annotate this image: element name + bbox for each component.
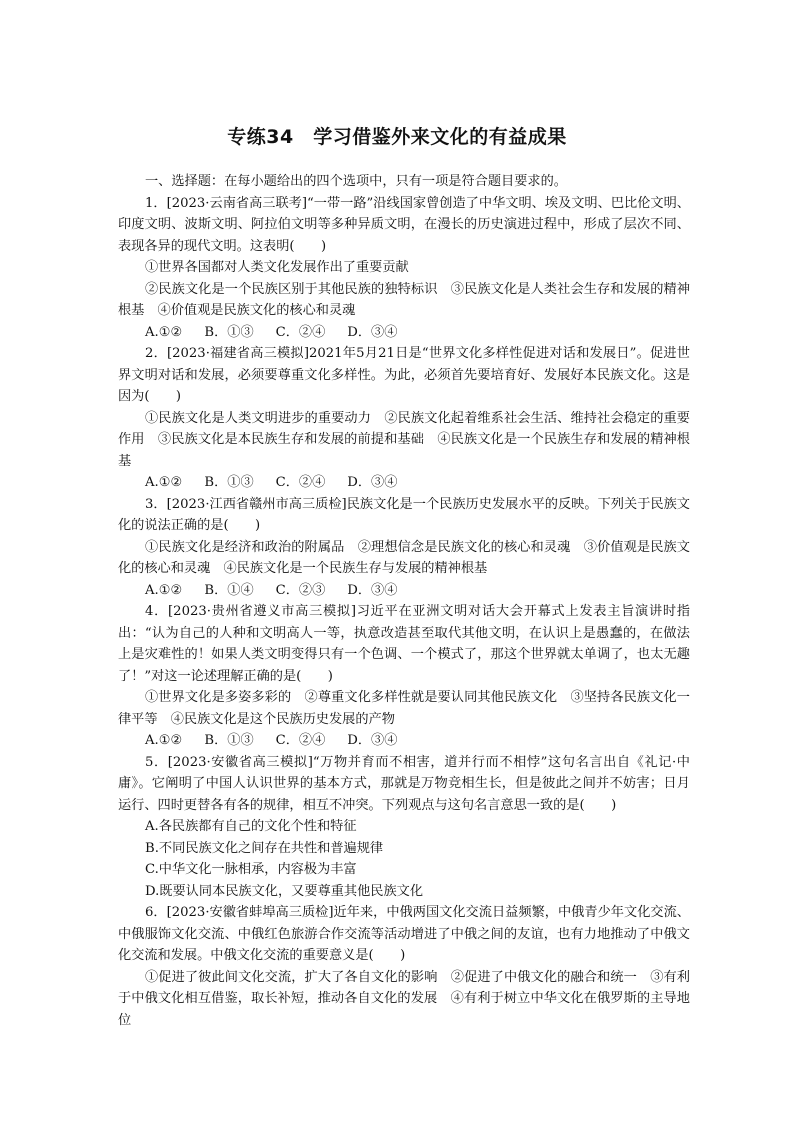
answer-options [118,472,690,494]
question-stem: 1．[2023·云南省高三联考]“一带一路”沿线国家曾创造了中华文明、埃及文明、巴比伦文明、印度文明、波斯文明、阿拉伯文明等多种异质文明，在漫长的历史演进过程中，形成了层次不同、表现各异的现代文明。这表明( ) [118,195,690,254]
choice-d[interactable]: D.既要认同本民族文化，又要尊重其他民族文化 [145,883,424,899]
option-c[interactable]: C．②④ [275,733,326,748]
question-statement: ①世界各国都对人类文化发展作出了重要贡献 [145,260,409,275]
question-stem: 4．[2023·贵州省遵义市高三模拟]习近平在亚洲文明对话大会开幕式上发表主旨演讲时指出：“认为自己的人种和文明高人一等，执意改造甚至取代其他文明，在认识上是愚蠢的，在做法上是灾难性的！如果人类文明变得只有一个色调、一个模式了，那这个世界就太单调了，也太无趣了！”对这一论述理解正确的是( ) [118,604,690,684]
choice-b[interactable]: B.不同民族文化之间存在共性和普遍规律 [145,840,384,856]
answer-options [118,322,690,344]
option-b[interactable]: B．①③ [204,475,254,490]
section-heading: 一、选择题：在每小题给出的四个选项中，只有一项是符合题目要求的。 [145,174,567,189]
option-a[interactable]: A.①② [145,475,183,490]
option-d[interactable]: D．③④ [347,582,398,598]
answer-options [118,580,690,602]
choice-c[interactable]: C.中华文化一脉相承，内容极为丰富 [145,862,357,877]
question-statement: ②民族文化是一个民族区别于其他民族的独特标识 ③民族文化是人类社会生存和发展的精神根基 ④价值观是民族文化的核心和灵魂 [118,281,690,318]
question-stem: 5．[2023·安徽省高三模拟]“万物并育而不相害，道并行而不相悖”这句名言出自《礼记·中庸》。它阐明了中国人认识世界的基本方式，那就是万物竞相生长，但是彼此之间并不妨害；日月运行、四时更替各有各的规律，相互不冲突。下列观点与这句名言意思一致的是( ) [118,754,690,813]
option-a[interactable]: A.①② [145,582,183,598]
option-d[interactable]: D．③④ [347,475,398,490]
choice-a[interactable]: A.各民族都有自己的文化个性和特征 [145,819,357,834]
question-statement: ①民族文化是人类文明进步的重要动力 ②民族文化起着维系社会生活、维持社会稳定的重要作用 ③民族文化是本民族生存和发展的前提和基础 ④民族文化是一个民族生存和发展的精神根基 [118,410,690,469]
question-stem: 3．[2023·江西省赣州市高三质检]民族文化是一个民族历史发展水平的反映。下列关于民族文化的说法正确的是( ) [118,496,690,533]
option-b[interactable]: B．①④ [204,582,254,598]
option-c[interactable]: C．②③ [275,582,326,598]
page-title: 专练34 学习借鉴外来文化的有益成果 [227,126,567,148]
option-b[interactable]: B．①③ [204,324,254,340]
question-list [118,171,690,1031]
question-stem: 6．[2023·安徽省蚌埠高三质检]近年来，中俄两国文化交流日益频繁，中俄青少年文化交流、中俄服饰文化交流、中俄红色旅游合作交流等活动增进了中俄之间的友谊，也有力地推动了中俄文化交流和发展。中俄文化交流的重要意义是( ) [118,905,690,963]
question-stem: 2．[2023·福建省高三模拟]2021年5月21日是“世界文化多样性促进对话和发展日”。促进世界文明对话和发展，必须要尊重文化多样性。为此，必须首先要培育好、发展好本民族文化。这是因为( ) [118,346,690,404]
answer-options [118,730,690,752]
option-a[interactable]: A.①② [145,324,183,340]
option-c[interactable]: C．②④ [275,324,326,340]
option-a[interactable]: A.①② [145,733,183,748]
option-d[interactable]: D．③④ [347,324,398,340]
question-statement: ①民族文化是经济和政治的附属品 ②理想信念是民族文化的核心和灵魂 ③价值观是民族文化的核心和灵魂 ④民族文化是一个民族生存与发展的精神根基 [118,539,690,576]
option-c[interactable]: C．②④ [275,475,326,490]
option-d[interactable]: D．③④ [347,733,398,748]
question-statement: ①促进了彼此间文化交流，扩大了各自文化的影响 ②促进了中俄文化的融合和统一 ③有利于中俄文化相互借鉴，取长补短，推动各自文化的发展 ④有利于树立中华文化在俄罗斯的主导地位 [118,969,690,1028]
question-statement: ①世界文化是多姿多彩的 ②尊重文化多样性就是要认同其他民族文化 ③坚持各民族文化一律平等 ④民族文化是这个民族历史发展的产物 [118,690,690,727]
option-b[interactable]: B．①③ [204,733,254,748]
